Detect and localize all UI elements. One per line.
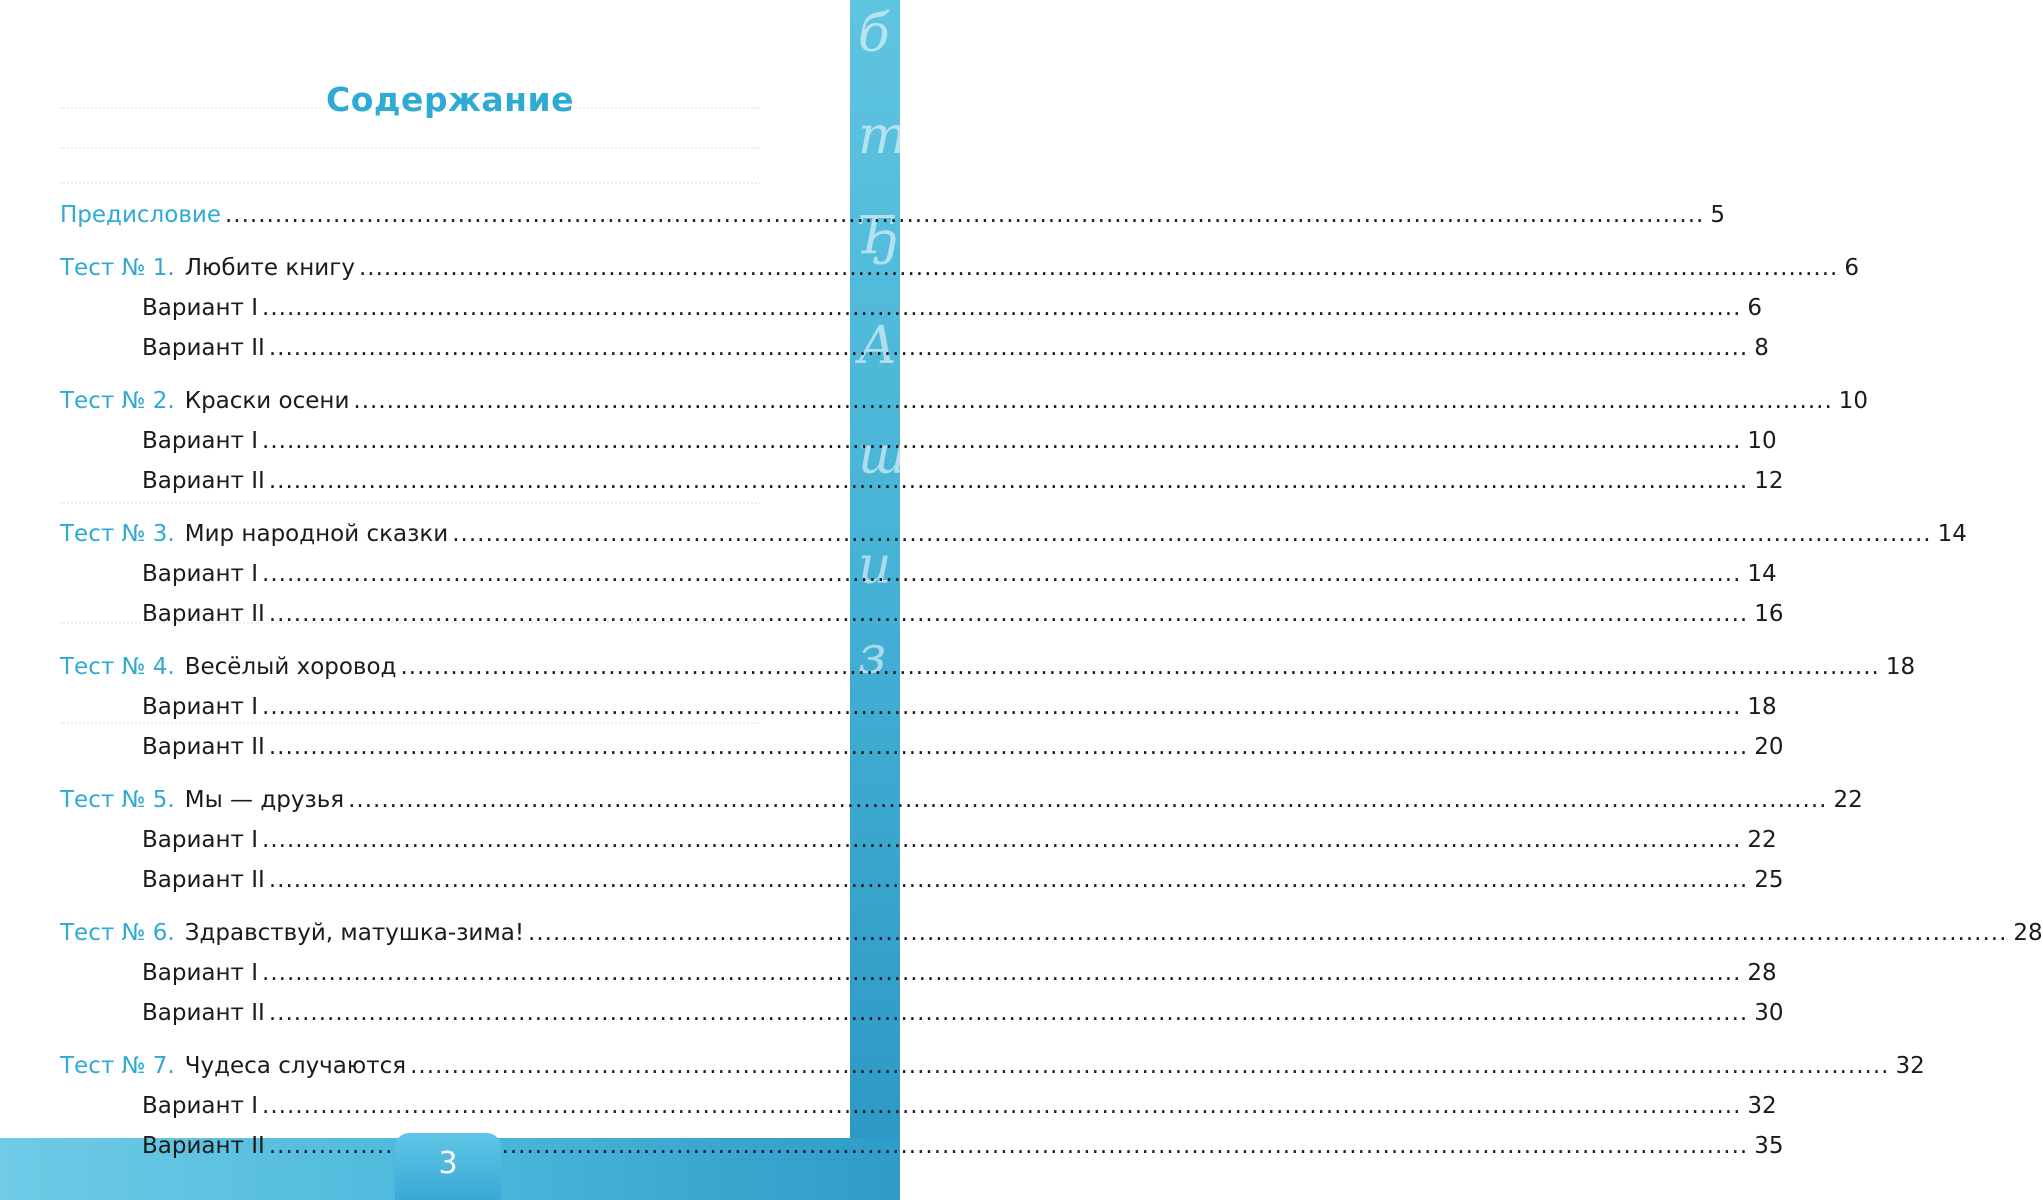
dot-leader — [528, 920, 2007, 946]
toc-page-number: 10 — [1747, 428, 1777, 454]
toc-page-number: 28 — [2013, 920, 2043, 946]
toc-entry-title: Мир народной сказки — [184, 521, 449, 547]
decorative-letter: з — [858, 626, 887, 686]
toc-subentry — [60, 960, 1777, 1000]
toc-subentry — [60, 295, 1763, 335]
dot-leader — [269, 1000, 1748, 1026]
toc-page-number: 5 — [1710, 202, 1725, 228]
dot-leader — [262, 694, 1741, 720]
toc-subentry — [60, 867, 1784, 907]
toc-entry-number: Тест № 4. — [60, 654, 175, 680]
toc-entry-title: Вариант II — [142, 601, 265, 627]
toc-entry-number: Тест № 2. — [60, 388, 175, 414]
dot-leader — [225, 202, 1704, 228]
toc-entry — [60, 654, 1916, 694]
decorative-letter: ш — [858, 426, 908, 486]
toc-entry-number: Тест № 5. — [60, 787, 175, 813]
toc-subentry — [60, 1000, 1784, 1040]
dot-leader — [400, 654, 1879, 680]
toc-entry-title: Вариант I — [142, 827, 259, 853]
toc-entry-title: Вариант II — [142, 734, 265, 760]
toc-subentry — [60, 601, 1784, 641]
table-of-contents — [60, 202, 2043, 1173]
dot-leader — [452, 521, 1931, 547]
dot-leader — [348, 787, 1827, 813]
toc-page-number: 8 — [1754, 335, 1769, 361]
dot-leader — [353, 388, 1832, 414]
dot-leader — [269, 601, 1748, 627]
toc-subentry — [60, 428, 1777, 468]
dot-leader — [410, 1053, 1889, 1079]
toc-page-number: 18 — [1885, 654, 1916, 680]
dot-leader — [262, 428, 1741, 454]
dot-leader — [262, 1093, 1741, 1119]
toc-subentry — [60, 734, 1784, 774]
decorative-letter: т — [858, 106, 908, 166]
toc-entry-title: Вариант II — [142, 1133, 265, 1159]
toc-entry-title: Любите книгу — [184, 255, 355, 281]
dot-leader — [359, 255, 1838, 281]
toc-entry-number: Тест № 6. — [60, 920, 175, 946]
toc-page-number: 14 — [1937, 521, 1967, 547]
toc-subentry — [60, 335, 1769, 375]
dot-leader — [262, 960, 1741, 986]
toc-page-number: 28 — [1747, 960, 1777, 986]
dot-leader — [269, 335, 1748, 361]
page-number-tab — [395, 1133, 501, 1200]
toc-page-number: 16 — [1754, 601, 1784, 627]
dot-leader — [269, 867, 1748, 893]
toc-entry-title: Весёлый хоровод — [184, 654, 397, 680]
toc-entry — [60, 521, 1967, 561]
toc-page-number: 10 — [1838, 388, 1869, 414]
toc-entry — [60, 920, 2043, 960]
toc-subentry — [60, 694, 1777, 734]
toc-entry-title: Вариант I — [142, 694, 259, 720]
toc-page-number: 6 — [1844, 255, 1859, 281]
toc-entry-title: Вариант I — [142, 295, 259, 321]
toc-page-number: 12 — [1754, 468, 1784, 494]
toc-entry-number: Тест № 7. — [60, 1053, 175, 1079]
toc-entry-title: Чудеса случаются — [184, 1053, 407, 1079]
toc-page-number: 25 — [1754, 867, 1784, 893]
decorative-letter: и — [858, 536, 892, 596]
toc-subentry — [60, 561, 1777, 601]
toc-page-number: 6 — [1747, 295, 1763, 321]
toc-entry-title: Вариант II — [142, 1000, 265, 1026]
toc-entry-number: Тест № 1. — [60, 255, 175, 281]
dot-leader — [262, 295, 1741, 321]
dot-leader — [269, 734, 1748, 760]
toc-entry-number: Предисловие — [60, 202, 221, 228]
decorative-letter: б — [858, 4, 890, 64]
toc-page-number: 14 — [1747, 561, 1777, 587]
decorative-letter: Ђ — [858, 206, 900, 266]
toc-page-number: 35 — [1754, 1133, 1784, 1159]
toc-page-number: 30 — [1754, 1000, 1784, 1026]
dot-leader — [269, 468, 1748, 494]
toc-subentry — [60, 1093, 1777, 1133]
toc-page-number: 20 — [1754, 734, 1784, 760]
toc-subentry — [60, 468, 1784, 508]
toc-page-number: 32 — [1895, 1053, 1925, 1079]
toc-entry-title: Вариант I — [142, 561, 259, 587]
toc-entry-title: Вариант I — [142, 960, 259, 986]
page-number: 3 — [438, 1146, 458, 1181]
toc-entry — [60, 388, 1869, 428]
dot-leader — [262, 827, 1741, 853]
toc-entry-title: Мы — друзья — [184, 787, 345, 813]
page-title: Содержание — [326, 80, 574, 119]
toc-entry-title: Вариант II — [142, 468, 265, 494]
toc-entry-number: Тест № 3. — [60, 521, 175, 547]
toc-entry — [60, 1053, 1925, 1093]
toc-entry — [60, 202, 1725, 242]
toc-subentry — [60, 827, 1777, 867]
toc-page-number: 32 — [1747, 1093, 1777, 1119]
toc-entry — [60, 255, 1859, 295]
toc-page-number: 22 — [1833, 787, 1863, 813]
toc-entry-title: Вариант I — [142, 428, 259, 454]
toc-entry-title: Краски осени — [184, 388, 350, 414]
toc-entry-title: Вариант II — [142, 335, 265, 361]
toc-entry-title: Здравствуй, матушка-зима! — [184, 920, 525, 946]
dot-leader — [262, 561, 1741, 587]
decorative-letter: А — [858, 316, 898, 376]
toc-entry — [60, 787, 1863, 827]
toc-page-number: 18 — [1747, 694, 1777, 720]
toc-page-number: 22 — [1747, 827, 1777, 853]
toc-entry-title: Вариант I — [142, 1093, 259, 1119]
toc-entry-title: Вариант II — [142, 867, 265, 893]
